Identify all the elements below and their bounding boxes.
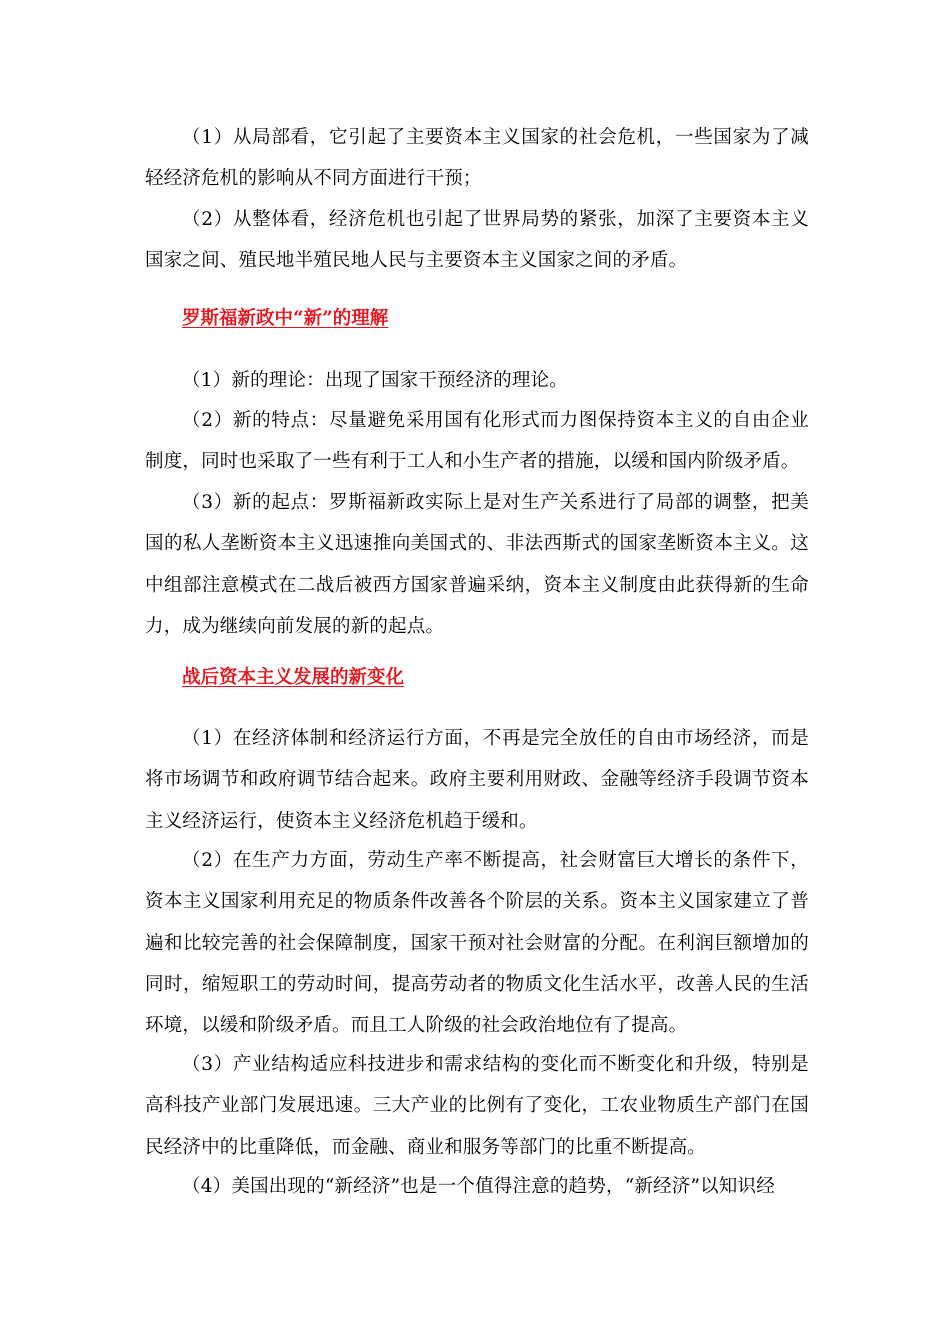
- section-heading-postwar-changes: 战后资本主义发展的新变化: [182, 667, 405, 688]
- paragraph-new-theory: （1）新的理论：出现了国家干预经济的理论。: [182, 370, 568, 391]
- paragraph-industrial-structure: （3）产业结构适应科技进步和需求结构的变化而不断变化和升级，特别是高科技产业部门发展迅速。三大产业的比例有了变化，工农业物质生产部门在国民经济中的比重降低，而金融、商业和服务等部门的比重不断提高。: [145, 1054, 809, 1158]
- paragraph-economic-system: （1）在经济体制和经济运行方面，不再是完全放任的自由市场经济，而是将市场调节和政府调节结合起来。政府主要利用财政、金融等经济手段调节资本主义经济运行，使资本主义经济危机趋于缓和。: [145, 728, 809, 832]
- paragraph-new-starting-point: （3）新的起点：罗斯福新政实际上是对生产关系进行了局部的调整，把美国的私人垄断资本主义迅速推向美国式的、非法西斯式的国家垄断资本主义。这中组部注意模式在二战后被西方国家普遍采纳，资本主义制度由此获得新的生命力，成为继续向前发展的新的起点。: [145, 492, 809, 637]
- section-heading-new-deal: 罗斯福新政中“新”的理解: [182, 308, 389, 329]
- paragraph-productivity: （2）在生产力方面，劳动生产率不断提高，社会财富巨大增长的条件下，资本主义国家利用充足的物质条件改善各个阶层的关系。资本主义国家建立了普遍和比较完善的社会保障制度，国家干预对社会财富的分配。在利润巨额增加的同时，缩短职工的劳动时间，提高劳动者的物质文化生活水平，改善人民的生活环境，以缓和阶级矛盾。而且工人阶级的社会政治地位有了提高。: [145, 850, 809, 1037]
- paragraph-local-view: （1）从局部看，它引起了主要资本主义国家的社会危机，一些国家为了减轻经济危机的影响从不同方面进行干预；: [145, 127, 809, 190]
- paragraph-overall-view: （2）从整体看，经济危机也引起了世界局势的紧张，加深了主要资本主义国家之间、殖民地半殖民地人民与主要资本主义国家之间的矛盾。: [145, 209, 809, 272]
- paragraph-new-features: （2）新的特点：尽量避免采用国有化形式而力图保持资本主义的自由企业制度，同时也采取了一些有利于工人和小生产者的措施，以缓和国内阶级矛盾。: [145, 410, 809, 473]
- paragraph-new-economy: （4）美国出现的“新经济”也是一个值得注意的趋势，“新经济”以知识经: [182, 1176, 775, 1197]
